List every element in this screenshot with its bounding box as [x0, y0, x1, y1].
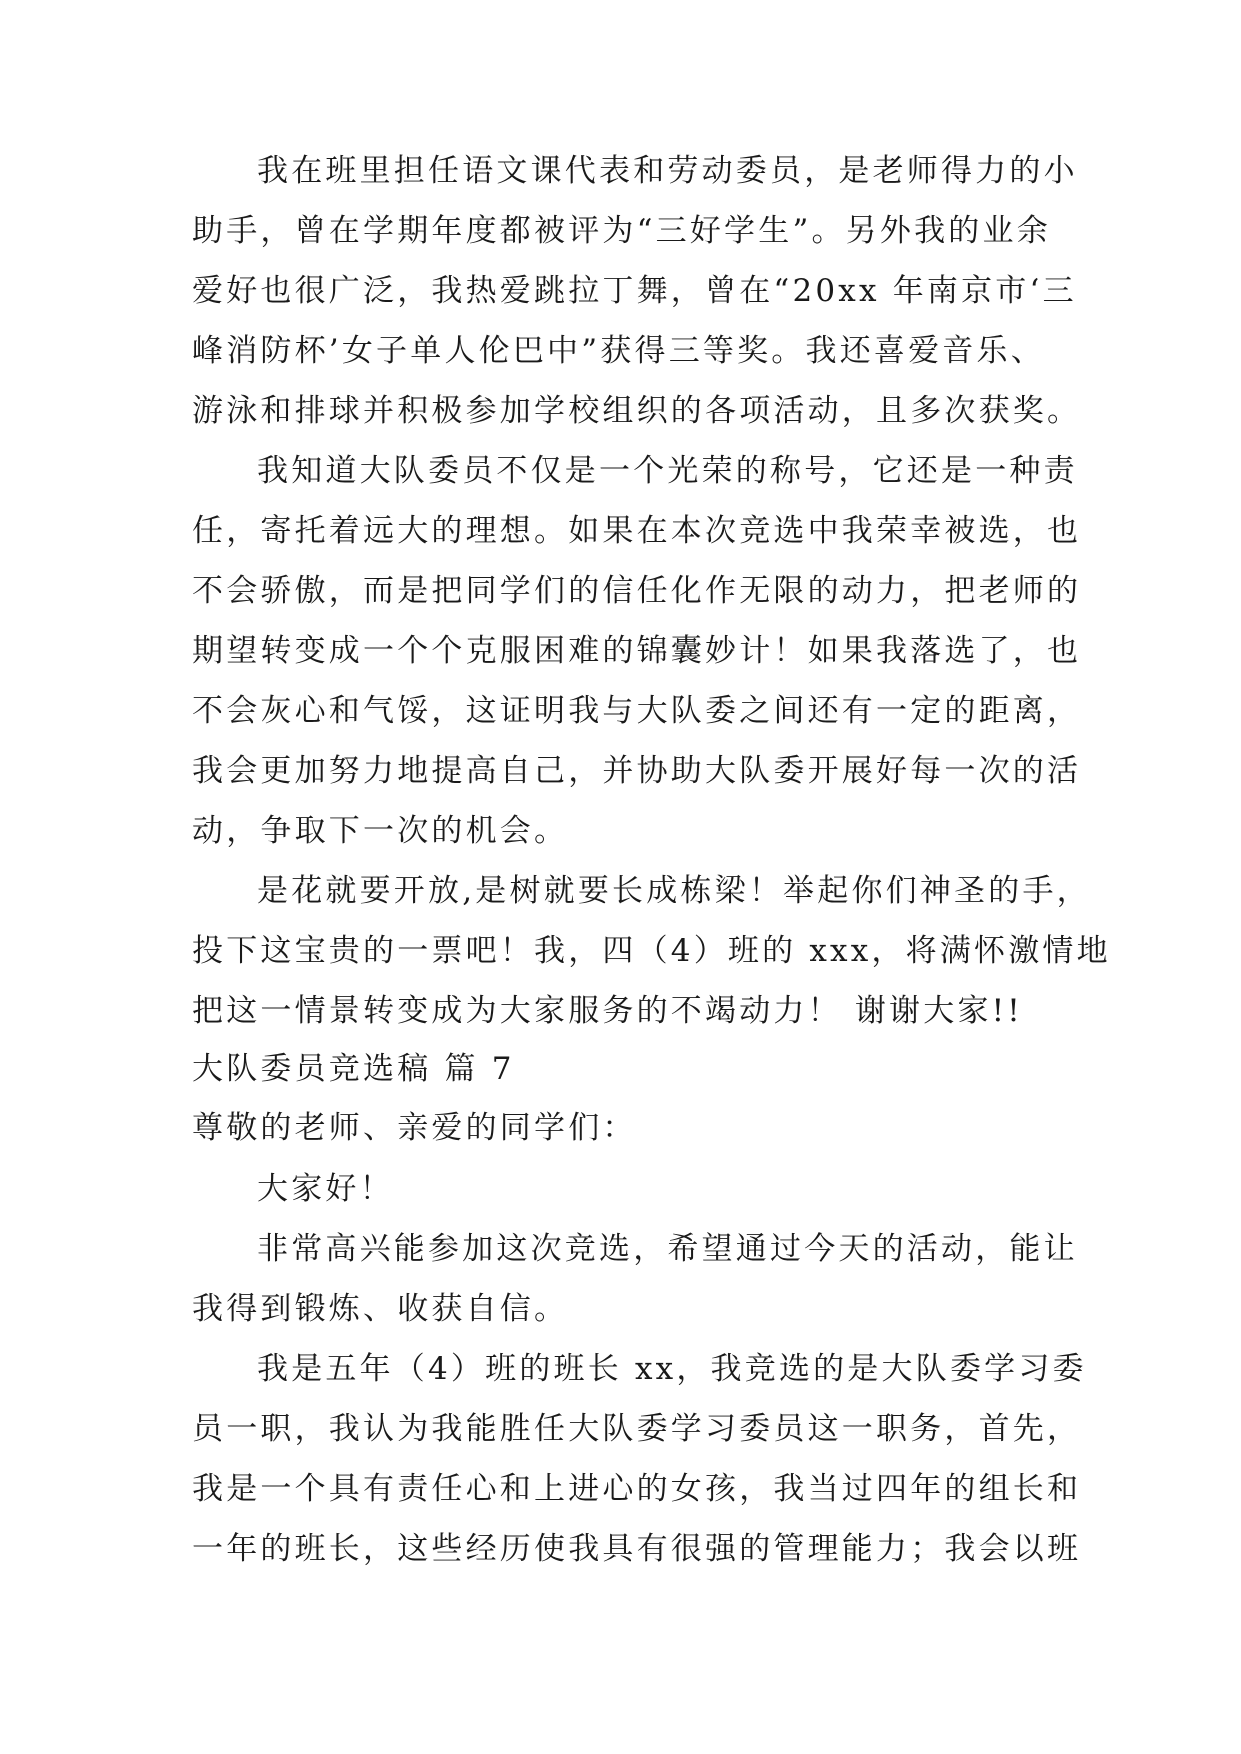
- text-line: 我得到锻炼、收获自信。: [192, 1291, 569, 1327]
- text-line: 是花就要开放,是树就要长成栋梁！举起你们神圣的手，: [257, 873, 1091, 909]
- text-line: 助手，曾在学期年度都被评为“三好学生”。另外我的业余: [192, 213, 1051, 249]
- text-line: 任，寄托着远大的理想。如果在本次竞选中我荣幸被选，也: [192, 513, 1082, 549]
- text-line: 不会骄傲，而是把同学们的信任化作无限的动力，把老师的: [192, 573, 1082, 609]
- text-line: 动，争取下一次的机会。: [192, 813, 569, 849]
- text-line: 我会更加努力地提高自己，并协助大队委开展好每一次的活: [192, 753, 1082, 789]
- text-line: 员一职，我认为我能胜任大队委学习委员这一职务，首先，: [192, 1411, 1082, 1447]
- text-line: 峰消防杯’女子单人伦巴中”获得三等奖。我还喜爱音乐、: [192, 333, 1045, 369]
- text-line: 不会灰心和气馁，这证明我与大队委之间还有一定的距离，: [192, 693, 1082, 729]
- text-line: 把这一情景转变成为大家服务的不竭动力！ 谢谢大家!!: [192, 993, 1023, 1029]
- text-line: 期望转变成一个个克服困难的锦囊妙计！如果我落选了，也: [192, 633, 1082, 669]
- salutation: 尊敬的老师、亲爱的同学们：: [192, 1110, 637, 1146]
- greeting: 大家好！: [257, 1171, 394, 1207]
- text-line: 非常高兴能参加这次竞选，希望通过今天的活动，能让: [257, 1231, 1078, 1267]
- text-line: 我知道大队委员不仅是一个光荣的称号，它还是一种责: [257, 453, 1078, 489]
- text-line: 我在班里担任语文课代表和劳动委员，是老师得力的小: [257, 153, 1078, 189]
- text-line: 爱好也很广泛，我热爱跳拉丁舞，曾在“20xx 年南京市‘三: [192, 273, 1077, 309]
- text-line: 我是五年（4）班的班长 xx，我竞选的是大队委学习委: [257, 1351, 1087, 1387]
- text-line: 投下这宝贵的一票吧！我，四（4）班的 xxx，将满怀激情地: [192, 933, 1111, 969]
- text-line: 一年的班长，这些经历使我具有很强的管理能力；我会以班: [192, 1531, 1082, 1567]
- section-heading: 大队委员竞选稿 篇 7: [192, 1051, 515, 1087]
- text-line: 游泳和排球并积极参加学校组织的各项活动，且多次获奖。: [192, 393, 1082, 429]
- text-line: 我是一个具有责任心和上进心的女孩，我当过四年的组长和: [192, 1471, 1082, 1507]
